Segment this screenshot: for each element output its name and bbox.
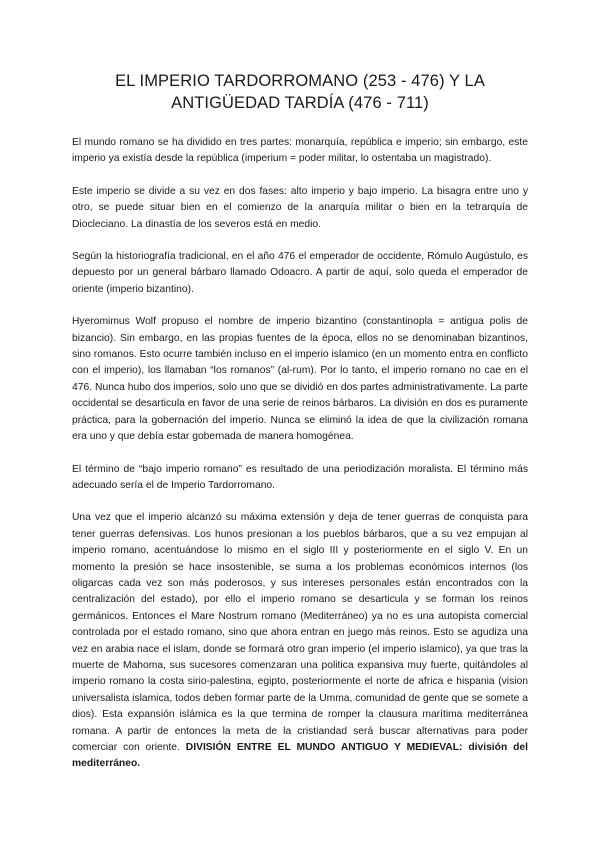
paragraph-6-text: Una vez que el imperio alcanzó su máxima extensión y deja de tener guerras de conquista para tener guerras defensivas. Los hunos presionan a los pueblos bárbaros, que a su vez empujan al imperio romano, acentuándose lo mismo en el siglo III y posteriormente en el siglo V. En un momento la presión se hace insostenible, se suma a los problemas económicos internos (los oligarcas cada vez son más poderosos, y sus intereses personales están encontrados con la centralización del estado), por ello el imperio romano se desarticula y se forman los reinos germánicos. Entonces el Mare Nostrum romano (Mediterráneo) ya no es una autopista comercial controlada por el estado romano, sino que ahora entran en juego más reinos. Esto se agudiza una vez en arabia nace el islam, donde se formará otro gran imperio (el imperio islamico), ya que tras la muerte de Mahoma, sus sucesores comenzaran una politica expansiva muy fuerte, quitándoles al imperio romano la costa sirio-palestina, egipto, posteriormente el norte de africa e hispania (vision universalista islamica, todos deben formar parte de la Umma, comunidad de gente que se somete a dios). Esta expansión islámica es la que termina de romper la clausura marítima mediterránea romana. A partir de entonces la meta de la cristiandad será buscar alternativas para poder comerciar con oriente. bbox=[72, 512, 528, 753]
title-line-1: EL IMPERIO TARDORROMANO (253 - 476) Y LA bbox=[115, 72, 485, 90]
paragraph-6 bbox=[72, 510, 528, 773]
paragraph-1: El mundo romano se ha dividido en tres partes: monarquía, república e imperio; sin embargo, este imperio ya existía desde la república (imperium = poder militar, lo ostentaba un magistrado). bbox=[72, 137, 528, 165]
paragraph-2: Este imperio se divide a su vez en dos fases: alto imperio y bajo imperio. La bisagra entre uno y otro, se puede situar bien en el comienzo de la anarquía militar o bien en la tetrarquía de Diocleciano. La dinastía de los severos está en medio. bbox=[72, 185, 528, 230]
title-line-2: ANTIGÜEDAD TARDÍA (476 - 711) bbox=[171, 94, 429, 112]
paragraph-6-bold-conclusion: DIVISIÓN ENTRE EL MUNDO ANTIGUO Y MEDIEVAL: división del mediterráneo. bbox=[72, 742, 528, 770]
paragraph-5: El término de “bajo imperio romano” es resultado de una periodización moralista. El término más adecuado sería el de Imperio Tardorromano. bbox=[72, 463, 528, 491]
paragraph-4: Hyeromimus Wolf propuso el nombre de imperio bizantino (constantinopla = antigua polis de bizancio). Sin embargo, en las propias fuentes de la época, ellos no se denominaban bizantinos, sino romanos. Esto ocurre también incluso en el imperio islamico (en un momento entra en conflicto con el imperio), los llamaban “los romanos” (al-rum). Por lo tanto, el imperio romano no cae en el 476. Nunca hubo dos imperios, solo uno que se dividió en dos partes administrativamente. La parte occidental se desarticula en favor de una serie de reinos bárbaros. La división en dos es puramente práctica, para la gobernación del imperio. Nunca se eliminó la idea de que la civilización romana era uno y que debía estar gobernada de manera homogénea. bbox=[72, 316, 528, 443]
paragraph-3: Según la historiografía tradicional, en el año 476 el emperador de occidente, Rómulo Augústulo, es depuesto por un general bárbaro llamado Odoacro. A partir de aquí, solo queda el emperador de oriente (imperio bizantino). bbox=[72, 251, 528, 295]
document-title bbox=[72, 70, 528, 114]
